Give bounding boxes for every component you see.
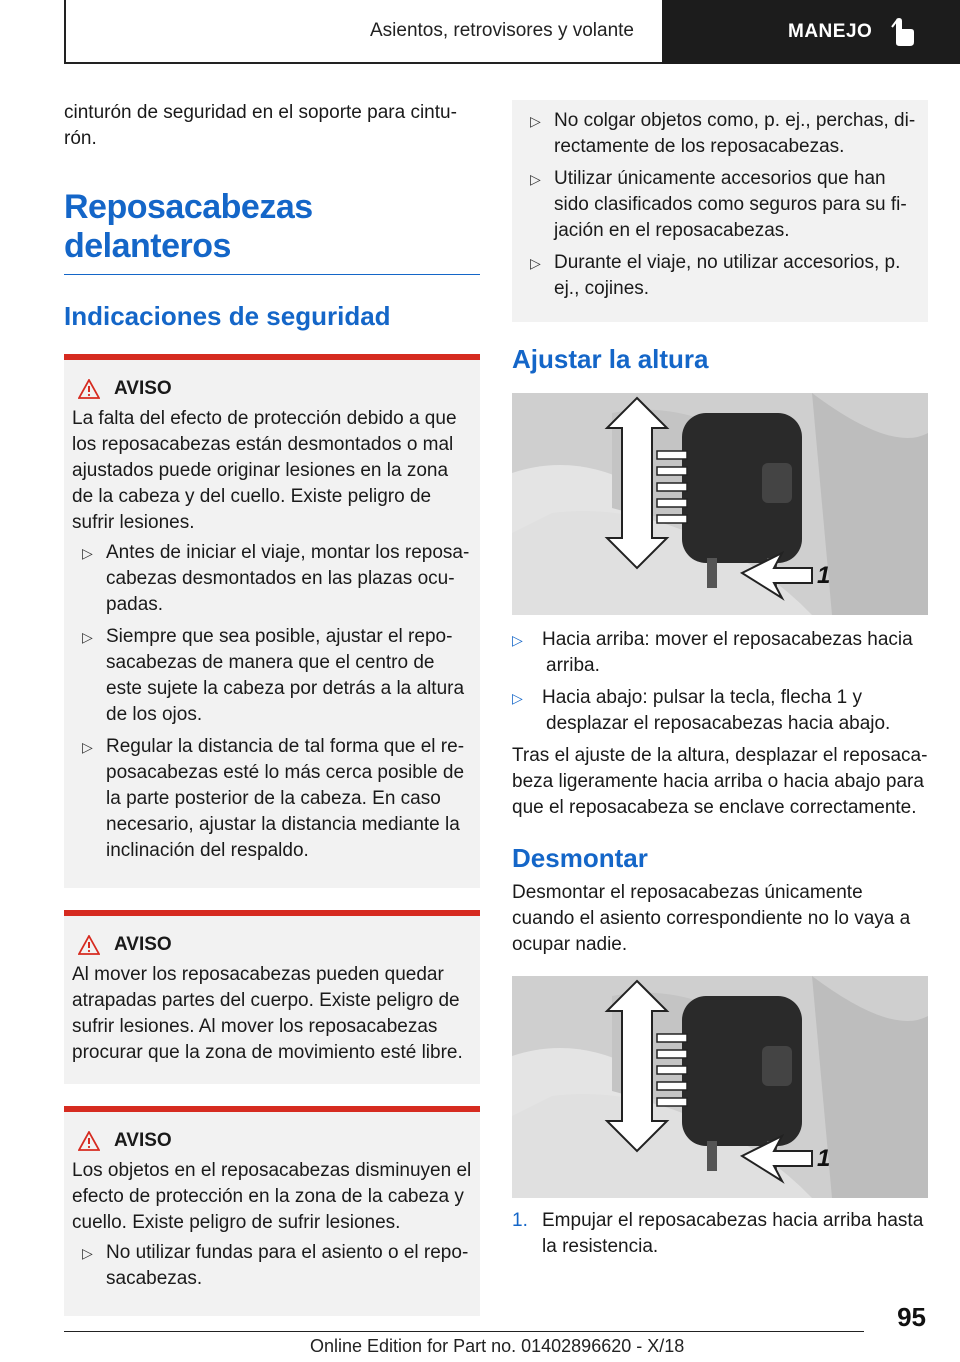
- list-item: [520, 166, 920, 244]
- list-item: [72, 540, 474, 618]
- warning-box-1: [64, 354, 480, 888]
- list-item: [72, 624, 474, 728]
- right-column: [512, 100, 928, 1260]
- header-chapter-tab: [662, 0, 960, 64]
- warning-triangle-icon: [78, 1131, 100, 1151]
- desmontar-paragraph: Desmontar el reposacabezas únicamente cuando el asiento correspondiente no lo vaya a ocupar nadie.: [512, 882, 911, 955]
- page-number: 95: [897, 1302, 926, 1332]
- list-item-text: Durante el viaje, no utilizar accesorios, p. ej., cojines.: [554, 252, 901, 299]
- list-item: [512, 685, 928, 737]
- altura-paragraph: Tras el ajuste de la altura, desplazar el reposacabeza ligeramente hacia arriba o hacia abajo para que el reposacabeza se enclave correctamente.: [512, 745, 928, 818]
- step-item: [512, 1208, 928, 1260]
- list-item-text: Hacia arriba: mover el reposacabezas hacia arriba.: [542, 629, 913, 676]
- headrest-removal-illustration: [512, 976, 928, 1198]
- list-item-text: No utilizar fundas para el asiento o el reposacabezas.: [106, 1242, 469, 1289]
- triangle-bullet-icon: ▷: [530, 171, 541, 187]
- warning-label: AVISO: [114, 378, 172, 399]
- warning-text: Los objetos en el reposacabezas disminuyen el efecto de protección en la zona de la cabeza y cuello. Existe peligro de sufrir lesiones.: [72, 1160, 472, 1233]
- triangle-bullet-icon: ▷: [530, 113, 541, 129]
- list-item-text: Regular la distancia de tal forma que el reposacabezas esté lo más cerca posible de la parte posterior de la cabeza. En caso necesario, ajustar la distancia mediante la inclinación del respaldo.: [106, 736, 465, 861]
- heading-reposacabezas: Reposacabezas delanteros: [64, 188, 480, 275]
- triangle-bullet-icon: ▷: [512, 690, 523, 706]
- list-item-text: No colgar objetos como, p. ej., perchas, directamente de los reposacabezas.: [554, 110, 916, 157]
- warning-triangle-icon: [78, 379, 100, 399]
- triangle-bullet-icon: ▷: [530, 255, 541, 271]
- triangle-bullet-icon: ▷: [82, 545, 93, 561]
- warning-title: [78, 1130, 474, 1152]
- header-rule-bottom: [64, 62, 664, 64]
- warning-continuation-box: [512, 100, 928, 322]
- header-chapter-label: MANEJO: [788, 21, 873, 42]
- headrest-photo-svg: [512, 976, 928, 1198]
- warning-triangle-icon: [78, 935, 100, 955]
- list-item: [512, 627, 928, 679]
- warning-label: AVISO: [114, 934, 172, 955]
- left-column: [64, 100, 480, 1316]
- warning-text: Al mover los reposacabezas pueden quedar atrapadas partes del cuerpo. Existe peligro de sufrir lesiones. Al mover los reposacabezas procurar que la zona de movimiento esté libre.: [72, 964, 463, 1063]
- triangle-bullet-icon: ▷: [82, 739, 93, 755]
- warning-title: [78, 934, 474, 956]
- step-number: 1.: [512, 1210, 528, 1231]
- callout-number: 1: [817, 562, 831, 589]
- steering-hand-icon: [890, 17, 916, 47]
- triangle-bullet-icon: ▷: [82, 1245, 93, 1261]
- heading-ajustar-altura: Ajustar la altura: [512, 344, 709, 374]
- list-item-text: Antes de iniciar el viaje, montar los reposacabezas desmontados en las plazas ocupadas.: [106, 542, 470, 615]
- heading-desmontar: Desmontar: [512, 843, 648, 873]
- header-section-title: Asientos, retrovisores y volante: [369, 20, 634, 41]
- list-item: [520, 108, 920, 160]
- list-item-text: Utilizar únicamente accesorios que han sido clasificados como seguros para su fijación en el reposacabezas.: [554, 168, 907, 241]
- list-item: [72, 734, 474, 864]
- callout-number: 1: [817, 1145, 831, 1172]
- footer-edition: Online Edition for Part no. 01402896620 - X/18: [310, 1336, 685, 1356]
- list-item: [520, 250, 920, 302]
- warning-box-2: [64, 910, 480, 1084]
- headrest-height-illustration: [512, 393, 928, 615]
- intro-paragraph: cinturón de seguridad en el soporte para cinturón.: [64, 102, 457, 149]
- warning-text: La falta del efecto de protección debido a que los reposacabezas están desmontados o mal ajustados puede originar lesiones en la zona de la cabeza y del cuello. Existe peligro de sufrir lesiones.: [72, 408, 457, 533]
- heading-indicaciones: Indicaciones de seguridad: [64, 301, 391, 331]
- warning-title: [78, 378, 474, 400]
- headrest-photo-svg: [512, 393, 928, 615]
- warning-label: AVISO: [114, 1130, 172, 1151]
- warning-box-3: [64, 1106, 480, 1316]
- list-item-text: Hacia abajo: pulsar la tecla, flecha 1 y desplazar el reposacabezas hacia abajo.: [542, 687, 891, 734]
- list-item: [72, 1240, 474, 1292]
- list-item-text: Siempre que sea posible, ajustar el reposacabezas de manera que el centro de este sujete la cabeza por detrás a la altura de los ojos.: [106, 626, 465, 725]
- triangle-bullet-icon: ▷: [82, 629, 93, 645]
- footer-rule: [64, 1331, 864, 1332]
- step-text: Empujar el reposacabezas hacia arriba hasta la resistencia.: [542, 1210, 924, 1257]
- triangle-bullet-icon: ▷: [512, 632, 523, 648]
